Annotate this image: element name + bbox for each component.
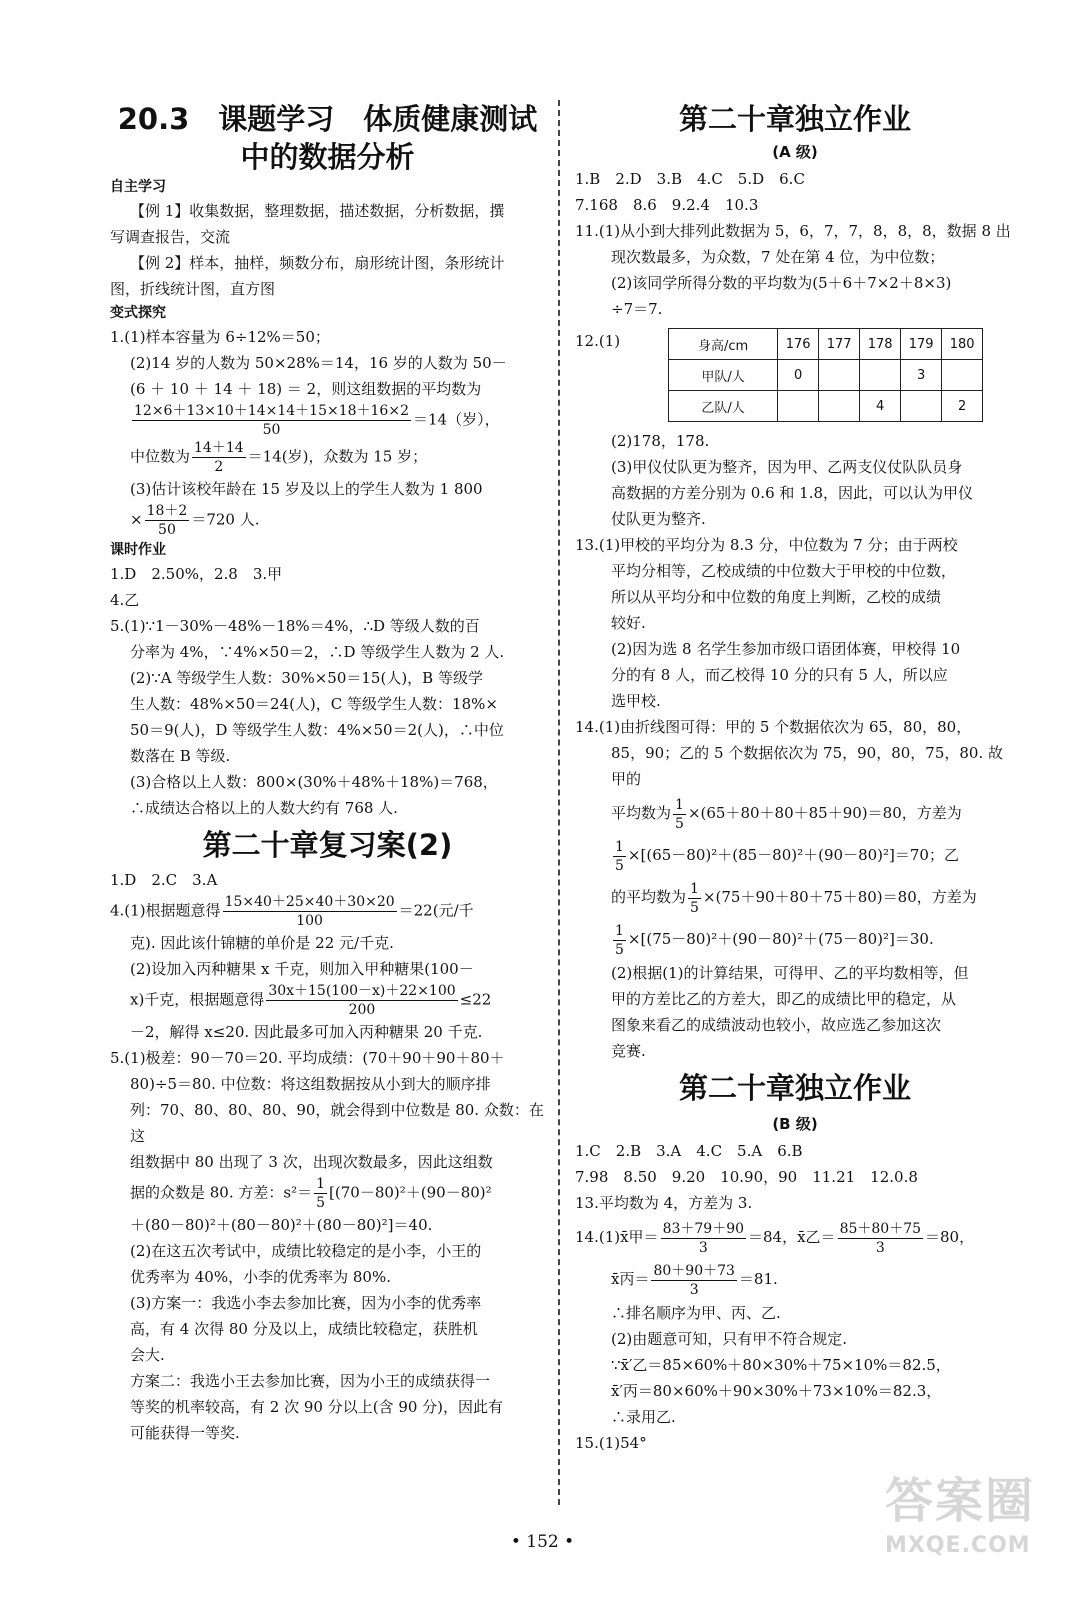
independent-work-b-title: 第二十章独立作业: [678, 1071, 911, 1105]
formula-line: 14.(1)x̄甲＝ $\frac{83+79+90}{3}$ ＝84，x̄乙＝ $\frac{85+80+75}{3}$ ＝80，: [575, 1220, 975, 1256]
formula-line: × $\frac{18+2}{50}$ ＝720 人.: [130, 503, 260, 538]
text-line: ∴成绩达合格以上的人数大约有 768 人.: [130, 799, 398, 817]
level-b-label: (B 级): [772, 1115, 818, 1133]
section-title-line2: 中的数据分析: [240, 140, 415, 174]
text-line: 85，90；乙的 5 个数据依次为 75，90，80，75，80. 故甲的: [611, 744, 1003, 788]
table-cell: 3: [901, 360, 942, 391]
formula-line: $\frac{12\times 6+13\times 10+14\times 14+15\times 18+16\times 2}{50}$ ＝14（岁），: [134, 403, 500, 438]
fraction: $\frac{85+80+75}{3}$: [839, 1220, 922, 1256]
fraction: $\frac{80+90+73}{3}$: [653, 1262, 735, 1298]
text-line: 组数据中 80 出现了 3 次，出现次数最多，因此这组数: [130, 1153, 493, 1171]
table-cell: [942, 360, 983, 391]
text-line: (6 ＋ 10 ＋ 14 ＋ 18) ＝ 2，则这组数据的平均数为: [130, 380, 482, 398]
text-line: ÷7＝7.: [611, 300, 663, 318]
text-line: (2)14 岁的人数为 50×28%＝14，16 岁的人数为 50－: [130, 354, 507, 372]
text-line: 1.B 2.D 3.B 4.C 5.D 6.C: [575, 170, 805, 188]
text-line: 克). 因此该什锦糖的单价是 22 元/千克.: [130, 934, 394, 952]
text-line: 优秀率为 40%，小李的优秀率为 80%.: [130, 1268, 391, 1286]
text-line: 13.(1)甲校的平均分为 8.3 分，中位数为 7 分；由于两校: [575, 536, 958, 554]
text-line: x̄′丙＝80×60%＋90×30%＋73×10%＝82.3，: [611, 1382, 942, 1400]
fraction: $\frac{15\times 40+25\times 40+30\times 20}{100}$: [224, 894, 395, 929]
text-line: 选甲校.: [611, 692, 661, 710]
text-line: 50＝9(人)，D 等级学生人数：4%×50＝2(人)，∴中位: [130, 721, 504, 739]
text-line: 15.(1)54°: [575, 1434, 647, 1452]
column-divider: [558, 100, 560, 1505]
text-line: 等奖的机率较高，有 2 次 90 分以上(含 90 分)，因此有: [130, 1398, 504, 1416]
fraction: $\frac{1}{5}$: [690, 880, 699, 916]
formula-line: 4.(1)根据题意得 $\frac{15\times 40+25\times 40+30\times 20}{100}$ ＝22(元/千: [110, 894, 474, 929]
text-line: ∵x̄′乙＝85×60%＋80×30%＋75×10%＝82.5，: [611, 1356, 951, 1374]
fraction: $\frac{12\times 6+13\times 10+14\times 14+15\times 18+16\times 2}{50}$: [134, 403, 409, 438]
text-line: 可能获得一等奖.: [130, 1424, 240, 1442]
text-line: 5.(1)极差：90－70＝20. 平均成绩：(70＋90＋90＋80＋: [110, 1049, 505, 1067]
table-cell: 2: [942, 391, 983, 422]
text-line: (2)该同学所得分数的平均数为(5＋6＋7×2＋8×3): [611, 274, 952, 292]
fraction: $\frac{1}{5}$: [675, 796, 684, 832]
table-cell: [819, 360, 860, 391]
heading-variant-explore: 变式探究: [110, 305, 166, 321]
text-line: (2)设加入丙种糖果 x 千克，则加入甲种糖果(100－: [130, 960, 474, 978]
fraction: $\frac{18+2}{50}$: [146, 503, 188, 538]
table-cell: 178: [860, 329, 901, 360]
text-line: (2)∵A 等级学生人数：30%×50＝15(人)，B 等级学: [130, 669, 483, 687]
left-column: [110, 100, 545, 1446]
table-cell: 甲队/人: [669, 360, 778, 391]
text-line: ∴排名顺序为甲、丙、乙.: [611, 1304, 781, 1322]
text-line: (3)甲仪仗队更为整齐，因为甲、乙两支仪仗队队员身: [611, 458, 963, 476]
text-line: 1.C 2.B 3.A 4.C 5.A 6.B: [575, 1142, 803, 1160]
text-line: 4.乙: [110, 591, 140, 609]
text-line: 【例 1】收集数据，整理数据，描述数据，分析数据，撰: [130, 202, 505, 220]
table-cell: 身高/cm: [669, 329, 778, 360]
text-line: 生人数：48%×50＝24(人)，C 等级学生人数：18%×: [130, 695, 498, 713]
formula-line: 的平均数为 $\frac{1}{5}$ ×(75＋90＋80＋75＋80)＝80，方差为: [611, 880, 977, 916]
text-line: 竞赛.: [611, 1042, 646, 1060]
text-line: 【例 2】样本，抽样，频数分布，扇形统计图，条形统计: [130, 254, 505, 272]
heading-self-study: 自主学习: [110, 179, 166, 195]
text-line: (3)合格以上人数：800×(30%＋48%＋18%)＝768，: [130, 773, 498, 791]
text-line: 列：70、80、80、80、90，就会得到中位数是 80. 众数：在这: [130, 1101, 544, 1145]
text-line: (2)178，178.: [611, 432, 710, 450]
text-line: 1.D 2.C 3.A: [110, 871, 218, 889]
table-cell: [860, 360, 901, 391]
text-line: (2)因为选 8 名学生参加市级口语团体赛，甲校得 10: [611, 640, 961, 658]
level-a-label: (A 级): [772, 143, 818, 161]
text-line: (2)在这五次考试中，成绩比较稳定的是小李，小王的: [130, 1242, 482, 1260]
table-row: [669, 391, 983, 422]
text-line: 较好.: [611, 614, 646, 632]
formula-line: $\frac{1}{5}$ ×[(75－80)²＋(90－80)²＋(75－80)²]＝30.: [615, 922, 934, 958]
table-cell: 4: [860, 391, 901, 422]
text-line: 所以从平均分和中位数的角度上判断，乙校的成绩: [611, 588, 942, 606]
table-cell: 177: [819, 329, 860, 360]
heading-homework: 课时作业: [110, 542, 166, 558]
text-line: 仗队更为整齐.: [611, 510, 706, 528]
text-line: 分的有 8 人，而乙校得 10 分的只有 5 人，所以应: [611, 666, 948, 684]
review-title: 第二十章复习案(2): [202, 828, 453, 862]
text-line: 1.(1)样本容量为 6÷12%＝50；: [110, 328, 330, 346]
text-line: ＋(80－80)²＋(80－80)²＋(80－80)²]＝40.: [130, 1216, 433, 1234]
text-line: 7.168 8.6 9.2.4 10.3: [575, 196, 759, 214]
text-line: 图象来看乙的成绩波动也较小，故应选乙参加这次: [611, 1016, 942, 1034]
text-line: －2，解得 x≤20. 因此最多可加入丙种糖果 20 千克.: [130, 1023, 483, 1041]
text-line: 现次数最多，为众数，7 处在第 4 位，为中位数；: [611, 248, 945, 266]
formula-line: 平均数为 $\frac{1}{5}$ ×(65＋80＋80＋85＋90)＝80，方差为: [611, 796, 962, 832]
formula-line: 据的众数是 80. 方差：s²＝ $\frac{1}{5}$ [(70－80)²＋(90－80)²: [130, 1176, 492, 1211]
table-cell: 180: [942, 329, 983, 360]
text-line: 80)÷5＝80. 中位数：将这组数据按从小到大的顺序排: [130, 1075, 491, 1093]
right-column: [575, 100, 1015, 1456]
fraction: $\frac{1}{5}$: [615, 838, 624, 874]
formula-line: 中位数为 $\frac{14+14}{2}$ ＝14(岁)，众数为 15 岁；: [130, 440, 428, 475]
text-line: 14.(1)由折线图可得：甲的 5 个数据依次为 65，80，80，: [575, 718, 972, 736]
height-table: [668, 328, 983, 422]
text-line: (3)估计该校年龄在 15 岁及以上的学生人数为 1 800: [130, 480, 483, 498]
fraction: $\frac{1}{5}$: [615, 922, 624, 958]
text-line: 高数据的方差分别为 0.6 和 1.8，因此，可以认为甲仪: [611, 484, 974, 502]
formula-line: x)千克，根据题意得 $\frac{30x+15(100-x)+22\times 100}{200}$ ≤22: [130, 983, 492, 1018]
formula-line: $\frac{1}{5}$ ×[(65－80)²＋(85－80)²＋(90－80)²]＝70；乙: [615, 838, 959, 874]
text-line: 平均分相等，乙校成绩的中位数大于甲校的中位数，: [611, 562, 957, 580]
text-line: (3)方案一：我选小李去参加比赛，因为小李的优秀率: [130, 1294, 482, 1312]
table-row: [669, 360, 983, 391]
fraction: $\frac{1}{5}$: [316, 1176, 326, 1211]
table-cell: 乙队/人: [669, 391, 778, 422]
table-cell: 176: [778, 329, 819, 360]
table-cell: [819, 391, 860, 422]
section-title: 20.3 课题学习 体质健康测试: [117, 102, 538, 136]
text-line: 5.(1)∵1－30%－48%－18%＝4%，∴D 等级人数的百: [110, 617, 480, 635]
fraction: $\frac{14+14}{2}$: [194, 440, 244, 475]
text-line: 分率为 4%，∵4%×50＝2，∴D 等级学生人数为 2 人.: [130, 643, 505, 661]
text-line: 11.(1)从小到大排列此数据为 5，6，7，7，8，8，8，数据 8 出: [575, 222, 1011, 240]
text-line: 高，有 4 次得 80 分及以上，成绩比较稳定，获胜机: [130, 1320, 478, 1338]
formula-line: x̄丙＝ $\frac{80+90+73}{3}$ ＝81.: [611, 1262, 778, 1298]
text-line: 方案二：我选小王去参加比赛，因为小王的成绩获得一: [130, 1372, 491, 1390]
text-line: 写调查报告，交流: [110, 228, 231, 246]
text-line: 甲的方差比乙的方差大，即乙的成绩比甲的稳定，从: [611, 990, 957, 1008]
text-line: 1.D 2.50%，2.8 3.甲: [110, 565, 283, 583]
text-line: 数落在 B 等级.: [130, 747, 231, 765]
text-line: (2)由题意可知，只有甲不符合规定.: [611, 1330, 848, 1348]
independent-work-a-title: 第二十章独立作业: [678, 102, 911, 136]
table-row-wrapper: [575, 328, 1015, 422]
fraction: $\frac{30x+15(100-x)+22\times 100}{200}$: [268, 983, 456, 1018]
table-row: [669, 329, 983, 360]
table-cell: [778, 391, 819, 422]
fraction: $\frac{83+79+90}{3}$: [662, 1220, 745, 1256]
page-number: • 152 •: [510, 1532, 575, 1552]
table-cell: 179: [901, 329, 942, 360]
text-line: ∴录用乙.: [611, 1408, 676, 1426]
text-line: 7.98 8.50 9.20 10.90，90 11.21 12.0.8: [575, 1168, 918, 1186]
text-line: (2)根据(1)的计算结果，可得甲、乙的平均数相等，但: [611, 964, 969, 982]
text-line: 会大.: [130, 1346, 165, 1364]
text-line: 图，折线统计图，直方图: [110, 280, 276, 298]
watermark-logo: 答案圈 MXQE.COM: [885, 1473, 1036, 1558]
question-label: 12.(1): [575, 332, 621, 350]
text-line: 13.平均数为 4，方差为 3.: [575, 1194, 753, 1212]
table-cell: [901, 391, 942, 422]
table-cell: 0: [778, 360, 819, 391]
